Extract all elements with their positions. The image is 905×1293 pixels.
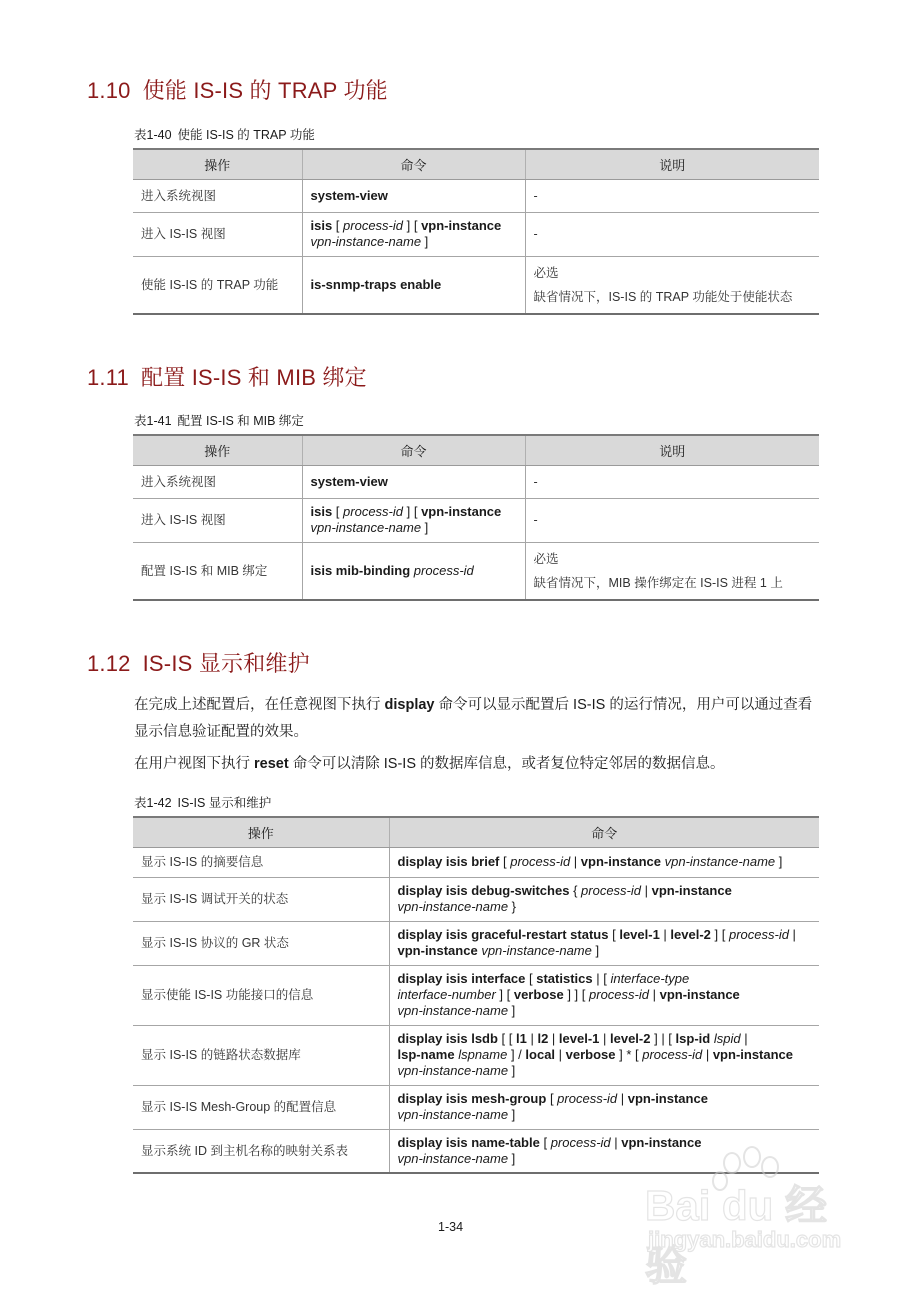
column-header-description: 说明	[525, 149, 819, 179]
paragraph-display-intro: 在完成上述配置后，在任意视图下执行 display 命令可以显示配置后 IS-IS 的运行情况，用户可以通过查看显示信息验证配置的效果。	[134, 697, 813, 740]
table-caption-1-41	[134, 411, 304, 429]
section-heading-1-10	[87, 74, 388, 105]
table-1-40	[133, 148, 819, 315]
cell-operation: 使能 IS-IS 的 TRAP 功能	[133, 256, 302, 314]
cell-command: display isis interface [ statistics | [ interface-type interface-number ] [ verbose ] ] [ process-id | vpn-instance vpn-instance-name ]	[389, 965, 819, 1025]
caption-title: 使能 IS-IS 的 TRAP 功能	[177, 128, 315, 142]
table-row	[133, 877, 819, 921]
cell-operation: 显示系统 ID 到主机名称的映射关系表	[133, 1129, 389, 1173]
column-header-command: 命令	[389, 817, 819, 847]
baidu-watermark	[640, 1145, 860, 1289]
table-row	[133, 1085, 819, 1129]
cell-description: -	[525, 179, 819, 212]
cell-command: display isis graceful-restart status [ level-1 | level-2 ] [ process-id | vpn-instance vpn-instance-name ]	[389, 921, 819, 965]
column-header-operation: 操作	[133, 435, 302, 465]
cell-command: display isis name-table [ process-id | vpn-instance vpn-instance-name ]	[389, 1129, 819, 1173]
column-header-command: 命令	[302, 149, 525, 179]
section-title: 使能 IS-IS 的 TRAP 功能	[142, 78, 388, 103]
section-number: 1.12	[87, 651, 131, 676]
section-title: IS-IS 显示和维护	[142, 651, 310, 676]
table-row	[133, 179, 819, 212]
cell-description: 必选 缺省情况下，MIB 操作绑定在 IS-IS 进程 1 上	[525, 542, 819, 600]
caption-title: IS-IS 显示和维护	[177, 796, 272, 810]
column-header-command: 命令	[302, 435, 525, 465]
cell-operation: 显示使能 IS-IS 功能接口的信息	[133, 965, 389, 1025]
cell-operation: 进入系统视图	[133, 179, 302, 212]
column-header-operation: 操作	[133, 149, 302, 179]
cell-operation: 显示 IS-IS 的摘要信息	[133, 847, 389, 877]
table-row	[133, 965, 819, 1025]
cell-command: system-view	[302, 179, 525, 212]
table-1-41	[133, 434, 819, 601]
cell-operation: 进入 IS-IS 视图	[133, 212, 302, 256]
table-row	[133, 1025, 819, 1085]
cell-command: isis [ process-id ] [ vpn-instance vpn-instance-name ]	[302, 212, 525, 256]
table-row	[133, 212, 819, 256]
cell-operation: 进入 IS-IS 视图	[133, 498, 302, 542]
table-row	[133, 465, 819, 498]
section-heading-1-12	[87, 647, 310, 678]
section-heading-1-11	[87, 361, 367, 392]
cell-command: display isis lsdb [ [ l1 | l2 | level-1 | level-2 ] | [ lsp-id lspid | lsp-name lspname ] / local | verbose ] * [ process-id | vpn-instance vpn-instance-name ]	[389, 1025, 819, 1085]
cell-operation: 显示 IS-IS 的链路状态数据库	[133, 1025, 389, 1085]
cell-command: isis mib-binding process-id	[302, 542, 525, 600]
table-row	[133, 256, 819, 314]
cell-description: -	[525, 498, 819, 542]
cell-command: is-snmp-traps enable	[302, 256, 525, 314]
cell-operation: 进入系统视图	[133, 465, 302, 498]
watermark-url: jingyan.baidu.com	[648, 1227, 842, 1252]
cell-command: system-view	[302, 465, 525, 498]
cell-operation: 配置 IS-IS 和 MIB 绑定	[133, 542, 302, 600]
section-number: 1.11	[87, 365, 129, 390]
paragraph-reset-intro: 在用户视图下执行 reset 命令可以清除 IS-IS 的数据库信息，或者复位特定邻居的数据信息。	[134, 756, 725, 772]
cell-command: display isis debug-switches { process-id | vpn-instance vpn-instance-name }	[389, 877, 819, 921]
column-header-description: 说明	[525, 435, 819, 465]
column-header-operation: 操作	[133, 817, 389, 847]
cell-description: -	[525, 212, 819, 256]
caption-title: 配置 IS-IS 和 MIB 绑定	[177, 414, 304, 428]
section-number: 1.10	[87, 78, 131, 103]
table-caption-1-40	[134, 125, 315, 143]
watermark-logo: Bai du 经验	[645, 1182, 828, 1289]
table-row	[133, 542, 819, 600]
caption-number: 表1-42	[134, 796, 172, 810]
caption-number: 表1-41	[134, 414, 172, 428]
cell-operation: 显示 IS-IS 协议的 GR 状态	[133, 921, 389, 965]
cell-description: -	[525, 465, 819, 498]
cell-command: isis [ process-id ] [ vpn-instance vpn-instance-name ]	[302, 498, 525, 542]
cell-description: 必选 缺省情况下，IS-IS 的 TRAP 功能处于使能状态	[525, 256, 819, 314]
table-1-42	[133, 816, 819, 1174]
page-number: 1-34	[438, 1220, 464, 1234]
cell-operation: 显示 IS-IS 调试开关的状态	[133, 877, 389, 921]
table-caption-1-42	[134, 793, 271, 811]
cell-operation: 显示 IS-IS Mesh-Group 的配置信息	[133, 1085, 389, 1129]
caption-number: 表1-40	[134, 128, 172, 142]
table-row	[133, 847, 819, 877]
section-title: 配置 IS-IS 和 MIB 绑定	[141, 365, 367, 390]
cell-command: display isis mesh-group [ process-id | vpn-instance vpn-instance-name ]	[389, 1085, 819, 1129]
table-row	[133, 921, 819, 965]
table-row	[133, 498, 819, 542]
cell-command: display isis brief [ process-id | vpn-instance vpn-instance-name ]	[389, 847, 819, 877]
